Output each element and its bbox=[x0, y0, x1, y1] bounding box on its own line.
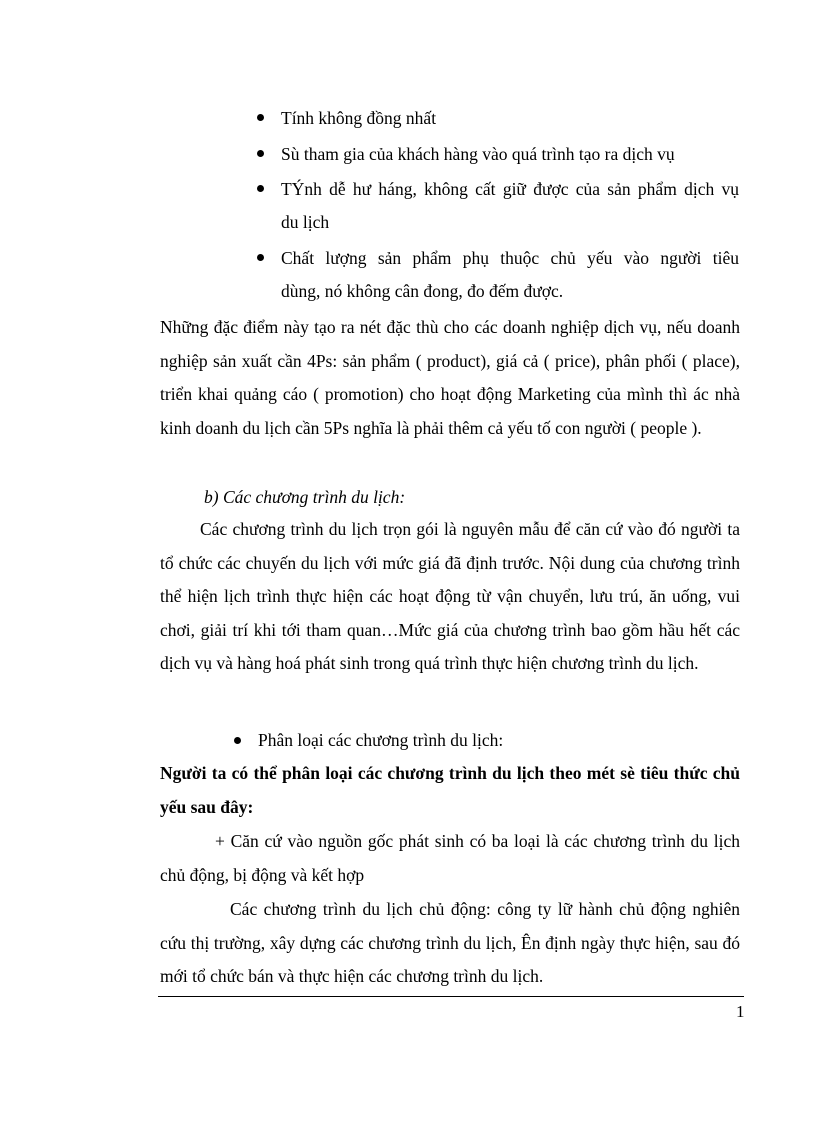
paragraph-origin-criterion: + Căn cứ vào nguồn gốc phát sinh có ba loại là các chương trình du lịch chủ động, bị động và kết hợp bbox=[160, 831, 740, 885]
bullet-item-line: du lịch bbox=[281, 212, 330, 232]
bullet-item: Sù tham gia của khách hàng vào quá trình tạo ra dịch vụ bbox=[281, 144, 675, 164]
bullet-item-line: TÝnh dễ hư háng, không cất giữ được của sản phẩm dịch vụ bbox=[281, 179, 739, 199]
paragraph-tour-programs: Các chương trình du lịch trọn gói là nguyên mẫu để căn cứ vào đó người ta tổ chức các chuyến du lịch với mức giá đã định trước. Nội dung của chương trình thể hiện lịch trình thực hiện các hoạt động từ vận chuyển, lưu trú, ăn uống, vui chơi, giải trí khi tới tham quan…Mức giá của chương trình bao gồm hầu hết các dịch vụ và hàng hoá phát sinh trong quá trình thực hiện chương trình du lịch. bbox=[160, 519, 740, 673]
page-number: 1 bbox=[736, 1002, 745, 1021]
paragraph-classification-criteria: Người ta có thể phân loại các chương trình du lịch theo mét sè tiêu thức chủ yếu sau đây: bbox=[160, 763, 740, 817]
paragraph-5ps: Những đặc điểm này tạo ra nét đặc thù cho các doanh nghiệp dịch vụ, nếu doanh nghiệp sản xuất cần 4Ps: sản phẩm ( product), giá cả ( price), phân phối ( place), triển khai quảng cáo ( promotion) cho hoạt động Marketing của mình thì ác nhà kinh doanh du lịch cần 5Ps nghĩa là phải thêm cả yếu tố con người ( people ). bbox=[160, 317, 740, 438]
bullet-dot bbox=[257, 114, 264, 121]
bullet-dot bbox=[257, 185, 264, 192]
bullet-dot bbox=[257, 150, 264, 157]
bullet-dot bbox=[257, 254, 264, 261]
footer-rule bbox=[158, 996, 744, 997]
bullet-classify: Phân loại các chương trình du lịch: bbox=[258, 730, 504, 750]
bullet-item: Tính không đồng nhất bbox=[281, 108, 437, 128]
paragraph-active-programs: Các chương trình du lịch chủ động: công ty lữ hành chủ động nghiên cứu thị trường, xây dựng các chương trình du lịch, Ên định ngày thực hiện, sau đó mới tổ chức bán và thực hiện các chương trình du lịch. bbox=[160, 899, 740, 986]
bullet-item-line: Chất lượng sản phẩm phụ thuộc chủ yếu vào người tiêu bbox=[281, 248, 739, 268]
section-heading-b: b) Các chương trình du lịch: bbox=[204, 487, 406, 507]
bullet-item-line: dùng, nó không cân đong, đo đếm được. bbox=[281, 281, 564, 301]
bullet-dot bbox=[234, 737, 241, 744]
